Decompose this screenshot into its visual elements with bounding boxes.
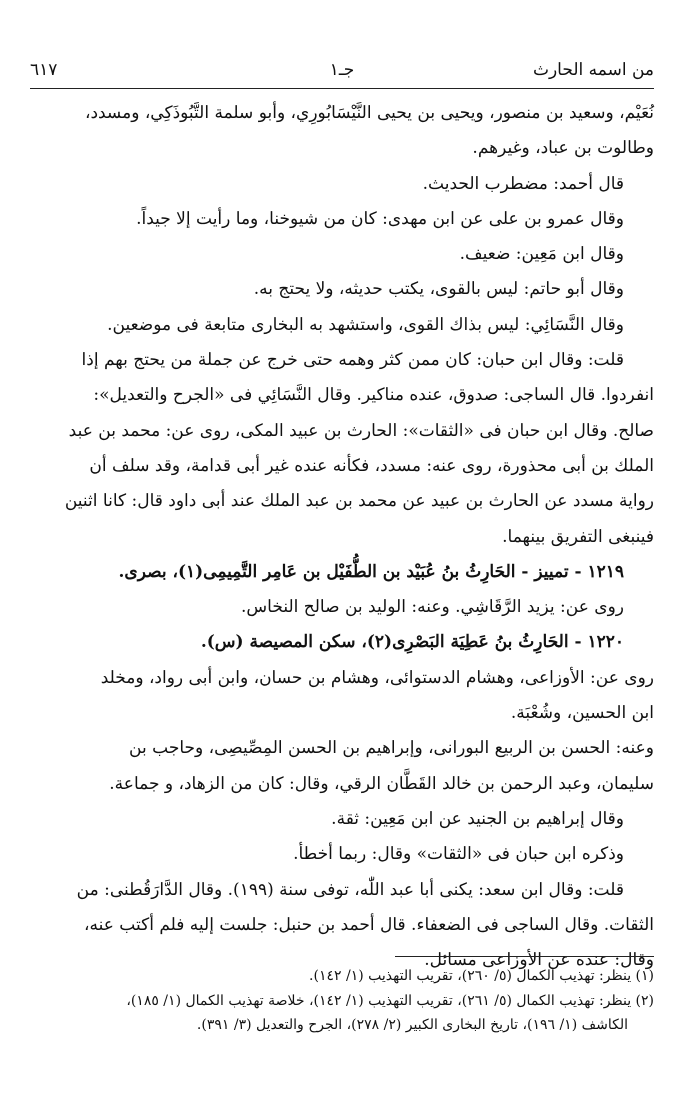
text-line: روى عن: الأوزاعى، وهشام الدستوائى، وهشام بن حسان، وابن أبى رواد، ومخلد (100, 667, 654, 688)
text-line: الملك بن أبى محذورة، روى عنه: مسدد، فكأنه عنده غير أبى قدامة، وقد سلف أن (89, 455, 654, 476)
text-line: نُعَيْم، وسعيد بن منصور، ويحيى بن يحيى النَّيْسَابُورِي، وأبو سلمة التَّبُوذَكِي، ومسدد، (84, 103, 654, 123)
entry-heading-1220: ١٢٢٠ - الحَارِثُ بنُ عَطِيَة البَصْرِى(٢)، سكن المصيصة (س). (200, 632, 624, 653)
text-line: ابن الحسين، وشُعْبَة. (510, 703, 654, 724)
chapter-title: من اسمه الحارث (532, 60, 654, 80)
footnote-1: (١) ينظر: تهذيب الكمال (٥/ ٢٦٠)، تقريب التهذيب (١/ ١٤٢). (309, 968, 654, 984)
main-text (30, 96, 654, 978)
footnote-2-continued: الكاشف (١/ ١٩٦)، تاريخ البخارى الكبير (٢/ ٢٧٨)، الجرح والتعديل (٣/ ٣٩١). (196, 1017, 628, 1033)
text-line: قال أحمد: مضطرب الحديث. (422, 173, 624, 194)
text-line: وطالوت بن عباد، وغيرهم. (472, 138, 654, 159)
footnote-divider (395, 956, 654, 957)
text-line: وقال أبو حاتم: ليس بالقوى، يكتب حديثه، ولا يحتج به. (253, 279, 624, 300)
text-line: الثقات. وقال الساجى فى الضعفاء. قال أحمد بن حنبل: جلست إليه فلم أكتب عنه، (84, 914, 654, 935)
text-line: وذكره ابن حبان فى «الثقات» وقال: ربما أخطأ. (293, 844, 624, 865)
text-line: قلت: وقال ابن سعد: يكنى أبا عبد اللّٰه، توفى سنة (١٩٩). وقال الدَّارَقُطنى: من (76, 879, 624, 900)
text-line: انفردوا. قال الساجى: صدوق، عنده مناكير. وقال النَّسَائِي فى «الجرح والتعديل»: (93, 385, 654, 406)
page-number: ٦١٧ (30, 60, 58, 80)
text-line: وقال النَّسَائِي: ليس بذاك القوى، واستشهد به البخارى متابعة فى موضعين. (107, 314, 624, 335)
text-line: روى عن: يزيد الرَّقَاشِي. وعنه: الوليد بن صالح النخاس. (241, 597, 624, 618)
text-line: سليمان، وعبد الرحمن بن خالد القَطَّان الرقي، وقال: كان من الزهاد، و جماعة. (109, 773, 654, 794)
text-line: فينبغى التفريق بينهما. (502, 526, 654, 547)
footnotes (30, 964, 654, 1038)
text-line: قلت: وقال ابن حبان: كان ممن كثر وهمه حتى خرج عن جملة من يحتج بهم إذا (81, 350, 624, 371)
entry-heading-1219: ١٢١٩ - تمييز - الحَارِثُ بنُ عُبَيْد بن الطُّفَيْل بن عَامِر التَّمِيمِى(١)، بصرى. (118, 561, 624, 582)
text-line: رواية مسدد عن الحارث بن عبيد عن محمد بن عبد الملك عند أبى داود قال: كانا اثنين (64, 491, 654, 512)
footnote-2: (٢) ينظر: تهذيب الكمال (٥/ ٢٦١)، تقريب التهذيب (١/ ١٤٢)، خلاصة تهذيب الكمال (١/ ١٨٥)، (126, 992, 654, 1009)
text-line: وقال ابن مَعِين: ضعيف. (459, 244, 624, 265)
text-line: وقال: عنده عن الأوزاعى مسائل. (424, 950, 654, 971)
text-line: وقال إبراهيم بن الجنيد عن ابن مَعِين: ثقة. (331, 808, 624, 829)
text-line: صالح. وقال ابن حبان فى «الثقات»: الحارث بن عبيد المكى، روى عن: محمد بن عبد (68, 420, 654, 441)
running-header (30, 54, 654, 89)
text-line: وقال عمرو بن على عن ابن مهدى: كان من شيوخنا، وما رأيت إلا جيداً. (136, 208, 624, 229)
text-line: وعنه: الحسن بن الربيع البورانى، وإبراهيم بن الحسن المِصِّيصِى، وحاجب بن (129, 738, 654, 759)
volume-label: جـ١ (329, 60, 355, 80)
